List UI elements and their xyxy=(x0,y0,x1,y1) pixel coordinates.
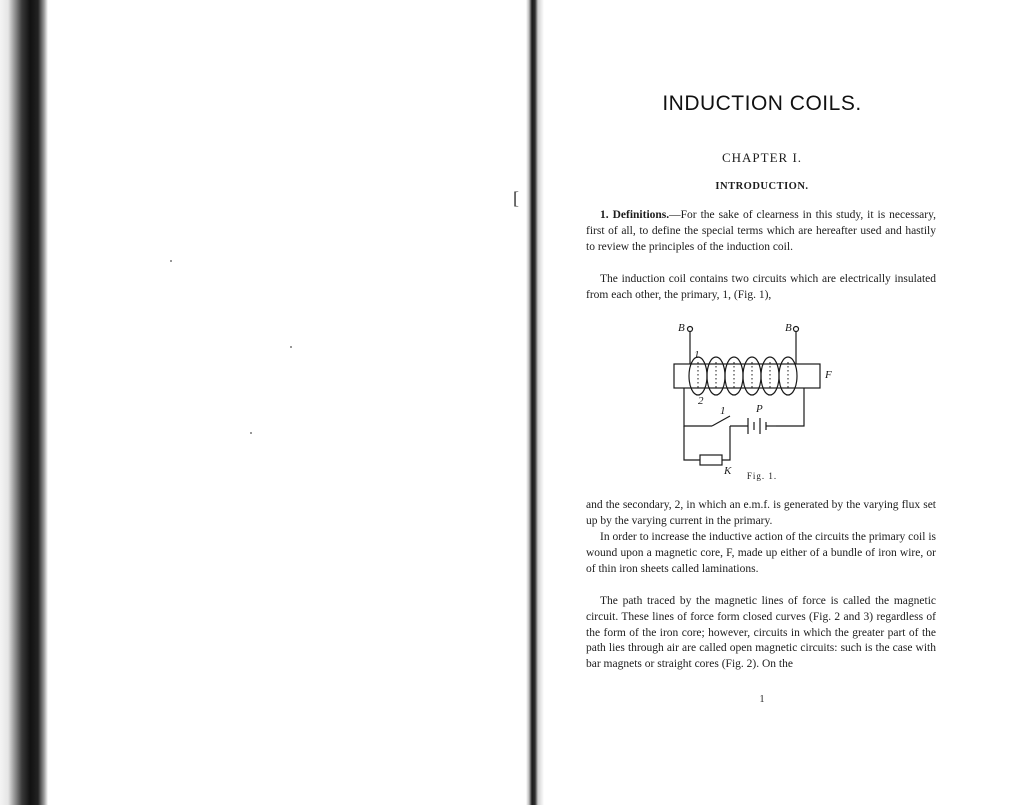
label-battery: P xyxy=(756,403,763,415)
condenser-wire xyxy=(684,426,700,460)
label-secondary: 2 xyxy=(698,395,704,407)
paragraph-text: —For the sake of clearness in this study, it is necessary, first of all, to define the special terms which are hereafter used and hastily to review the principles of the induction coil. xyxy=(586,209,936,253)
label-core: F xyxy=(825,369,832,381)
condenser xyxy=(700,455,722,465)
label-primary: 1 xyxy=(694,349,700,361)
paragraph-text: The induction coil contains two circuits which are electrically insulated from each other, the primary, 1, (Fig. 1), xyxy=(586,273,936,301)
figure-induction-coil-diagram xyxy=(668,318,858,478)
paragraph-definitions xyxy=(586,208,936,255)
label-terminal-right: B xyxy=(785,322,792,334)
book-title: INDUCTION COILS. xyxy=(662,92,862,115)
iron-core xyxy=(674,364,820,388)
paragraph-text: and the secondary, 2, in which an e.m.f. is generated by the varying flux set up by the varying current in the primary. xyxy=(586,499,936,527)
primary-wire-right xyxy=(776,388,804,426)
paragraph xyxy=(586,272,936,304)
left-binding-edge xyxy=(0,0,48,805)
paragraph-heading: 1. Definitions. xyxy=(600,209,670,221)
terminal-left xyxy=(688,327,693,332)
right-page xyxy=(576,0,956,805)
label-key: K xyxy=(724,465,732,477)
paragraph xyxy=(586,498,936,530)
terminal-right xyxy=(794,327,799,332)
scan-speck xyxy=(170,260,172,262)
paragraph-text: In order to increase the inductive action of the circuits the primary coil is wound upon a magnetic core, F, made up either of a bundle of iron wire, or of thin iron sheets called laminations. xyxy=(586,531,936,575)
center-gutter xyxy=(526,0,544,805)
primary-wire-left xyxy=(684,388,712,426)
chapter-heading: CHAPTER I. xyxy=(721,150,803,165)
paragraph xyxy=(586,530,936,577)
paragraph-text: The path traced by the magnetic lines of force is called the magnetic circuit. These lines of force form closed curves (Fig. 2 and 3) regardless of the form of the iron core; however, circuits in which the greater part of the path lies through air are called open magnetic circuits: such is the case with bar magnets or straight cores (Fig. 2). On the xyxy=(586,595,936,671)
scan-speck xyxy=(250,432,252,434)
label-switch: 1 xyxy=(720,405,726,417)
page-number: 1 xyxy=(759,694,765,705)
label-terminal-left: B xyxy=(678,322,685,334)
induction-coil-diagram xyxy=(668,318,858,478)
paragraph xyxy=(586,594,936,673)
interrupter-switch xyxy=(712,416,730,426)
margin-bracket-mark: [ xyxy=(513,188,519,208)
figure-caption: Fig. 1. xyxy=(746,471,778,481)
section-heading: INTRODUCTION. xyxy=(715,181,809,192)
scan-speck xyxy=(290,346,292,348)
